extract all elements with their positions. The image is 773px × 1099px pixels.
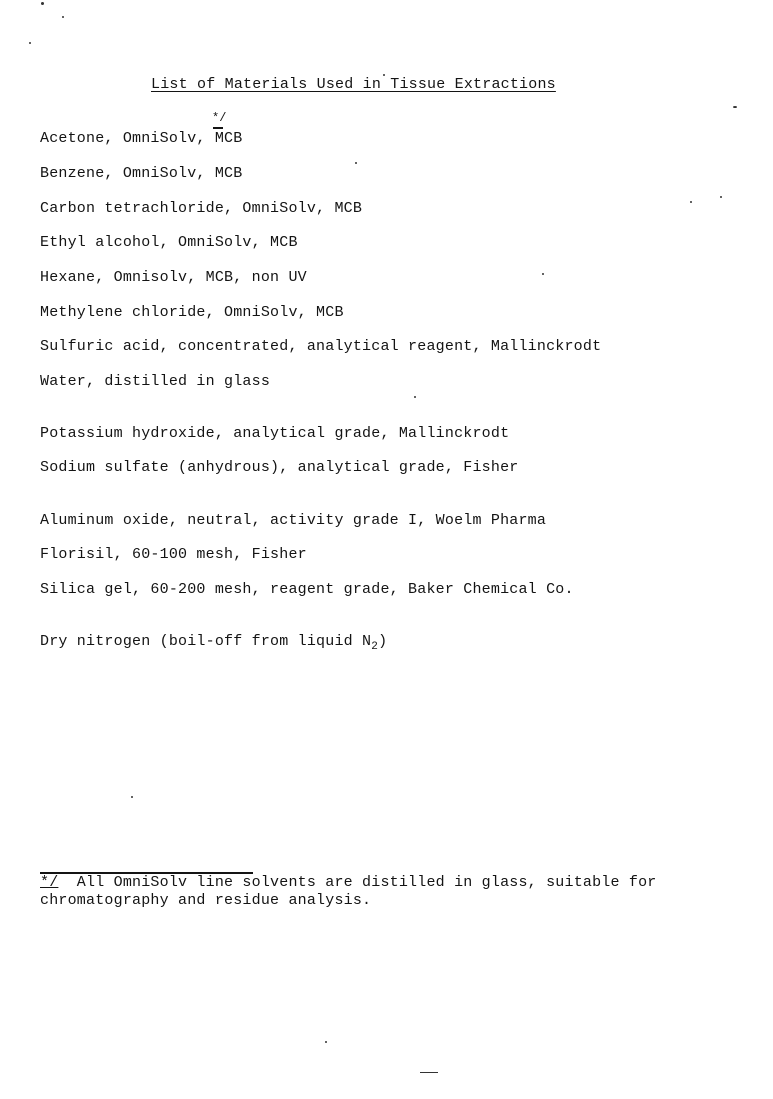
material-item-potassium-hydroxide: Potassium hydroxide, analytical grade, Mallinckrodt <box>40 425 510 442</box>
scan-speck <box>414 396 416 398</box>
material-item-benzene: Benzene, OmniSolv, MCB <box>40 165 243 182</box>
footnote-reference-underline <box>213 127 223 129</box>
material-item-methylene-chloride: Methylene chloride, OmniSolv, MCB <box>40 304 344 321</box>
scan-speck <box>383 74 385 76</box>
scan-speck <box>542 273 544 275</box>
scan-speck <box>131 796 133 798</box>
scan-speck <box>41 2 44 5</box>
nitrogen-subscript: 2 <box>371 641 379 653</box>
nitrogen-closing: ) <box>378 633 388 650</box>
material-item-sulfuric-acid: Sulfuric acid, concentrated, analytical reagent, Mallinckrodt <box>40 338 602 355</box>
material-item-silica-gel: Silica gel, 60-200 mesh, reagent grade, Baker Chemical Co. <box>40 581 574 598</box>
scan-speck <box>29 42 31 44</box>
scan-speck <box>355 162 357 164</box>
footnote-text: All OmniSolv line solvents are distilled in glass, suitable for chromatography and residue analysis. <box>40 874 666 909</box>
scan-speck <box>733 106 737 108</box>
scan-speck <box>420 1072 438 1073</box>
scan-speck <box>690 201 692 203</box>
material-item-ethyl-alcohol: Ethyl alcohol, OmniSolv, MCB <box>40 234 298 251</box>
scan-speck <box>325 1041 327 1043</box>
nitrogen-text: Dry nitrogen (boil-off from liquid N <box>40 633 372 650</box>
material-item-dry-nitrogen <box>40 633 387 653</box>
scan-speck <box>720 196 722 198</box>
material-item-florisil: Florisil, 60-100 mesh, Fisher <box>40 546 307 563</box>
footnote-marker: */ <box>40 874 59 891</box>
material-item-carbon-tetrachloride: Carbon tetrachloride, OmniSolv, MCB <box>40 200 363 217</box>
material-item-hexane: Hexane, Omnisolv, MCB, non UV <box>40 269 307 286</box>
footnote <box>40 874 730 910</box>
material-item-acetone: Acetone, OmniSolv, MCB <box>40 130 243 147</box>
material-item-water: Water, distilled in glass <box>40 373 271 390</box>
material-item-sodium-sulfate: Sodium sulfate (anhydrous), analytical grade, Fisher <box>40 459 519 476</box>
scan-speck <box>62 16 64 18</box>
page-title: List of Materials Used in Tissue Extractions <box>151 76 556 93</box>
material-item-aluminum-oxide: Aluminum oxide, neutral, activity grade I, Woelm Pharma <box>40 512 547 529</box>
footnote-reference-marker: */ <box>212 111 227 125</box>
